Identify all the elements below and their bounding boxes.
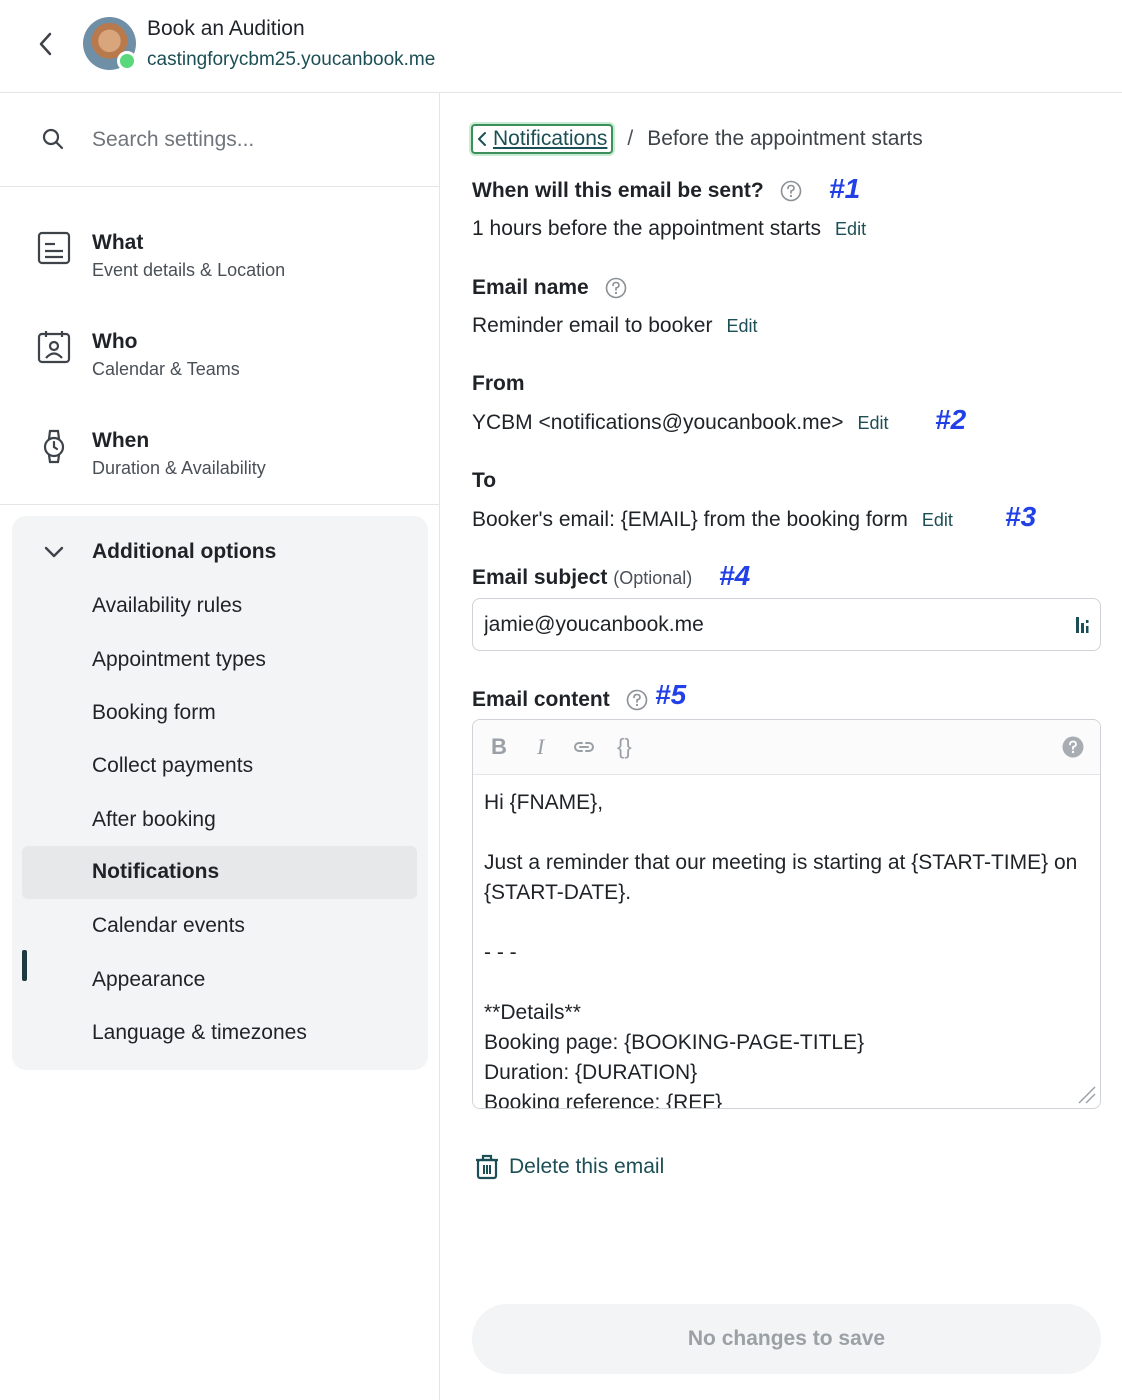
back-button[interactable]	[30, 28, 62, 60]
bold-button[interactable]: B	[491, 734, 507, 759]
app-header	[0, 0, 1122, 93]
email-content-textarea[interactable]	[473, 776, 1100, 1108]
sidebar-item-notifications[interactable]	[22, 846, 417, 899]
variables-button[interactable]: {}	[617, 734, 632, 759]
search-input[interactable]	[92, 123, 412, 157]
subject-field	[472, 598, 1101, 651]
from-label: From	[472, 372, 525, 395]
contact-calendar-icon	[36, 329, 72, 365]
help-icon[interactable]	[780, 180, 802, 202]
trash-icon	[475, 1154, 499, 1180]
sidebar-item-subtitle: Event details & Location	[92, 260, 286, 280]
content-label: Email content	[472, 688, 610, 711]
sidebar-item-calendar-events[interactable]	[22, 900, 417, 953]
sidebar-item-label: Notifications	[92, 860, 220, 883]
edit-to-link[interactable]: Edit	[921, 510, 953, 530]
additional-options-panel	[12, 516, 428, 1070]
help-icon[interactable]	[626, 689, 648, 711]
annotation-2: #2	[935, 404, 967, 435]
sidebar-item-after-booking[interactable]	[22, 794, 417, 847]
document-icon	[36, 230, 72, 266]
additional-options-label: Additional options	[92, 540, 277, 563]
sidebar-item-subtitle: Duration & Availability	[92, 458, 266, 478]
to-value: Booker's email: {EMAIL} from the booking form	[472, 508, 908, 531]
settings-search	[0, 93, 439, 187]
sidebar-item-label: Collect payments	[92, 754, 254, 777]
from-row	[472, 411, 889, 435]
subject-label: Email subject	[472, 566, 608, 589]
additional-options-toggle[interactable]	[12, 530, 428, 574]
send-time-label: When will this email be sent?	[472, 179, 764, 202]
breadcrumb-link-label: Notifications	[493, 127, 608, 150]
sidebar-item-title: What	[92, 231, 144, 254]
sidebar-item-label: Appearance	[92, 968, 206, 991]
link-icon	[572, 735, 596, 759]
to-row	[472, 508, 953, 532]
sidebar-item-title: When	[92, 429, 150, 452]
search-icon	[41, 127, 65, 151]
sidebar-item-title: Who	[92, 330, 138, 353]
online-status-dot	[117, 51, 137, 71]
breadcrumb	[471, 124, 923, 154]
sidebar-item-appearance[interactable]	[22, 954, 417, 1007]
send-time-value: 1 hours before the appointment starts	[472, 217, 822, 240]
sidebar-item-availability-rules[interactable]	[22, 580, 417, 633]
main-settings-nav	[0, 187, 439, 505]
annotation-5: #5	[655, 679, 687, 710]
sidebar-item-what[interactable]	[0, 201, 439, 291]
watch-icon	[36, 428, 72, 464]
chevron-left-icon	[477, 131, 487, 147]
annotation-3: #3	[1005, 501, 1037, 532]
delete-email-label: Delete this email	[509, 1155, 665, 1178]
link-button[interactable]	[572, 733, 596, 761]
send-time-row	[472, 217, 866, 241]
email-name-value: Reminder email to booker	[472, 314, 713, 337]
breadcrumb-notifications-link[interactable]	[471, 124, 613, 154]
sidebar-item-who[interactable]	[0, 300, 439, 390]
avatar[interactable]	[83, 17, 136, 70]
notification-editor	[441, 93, 1122, 1400]
edit-send-time-link[interactable]: Edit	[835, 219, 867, 239]
sidebar-item-label: Booking form	[92, 701, 216, 724]
page-title: Book an Audition	[147, 17, 305, 40]
subject-input[interactable]	[484, 609, 1054, 641]
email-name-label-row	[472, 276, 627, 300]
sidebar-item-language-timezones[interactable]	[22, 1007, 417, 1060]
send-time-label-row	[472, 179, 802, 203]
sidebar-item-when[interactable]	[0, 399, 439, 489]
settings-sidebar	[0, 93, 440, 1400]
email-name-label: Email name	[472, 276, 589, 299]
email-content-editor	[472, 719, 1101, 1109]
breadcrumb-current: Before the appointment starts	[647, 127, 923, 150]
editor-help-icon[interactable]	[1062, 736, 1084, 758]
sidebar-item-appointment-types[interactable]	[22, 634, 417, 687]
sidebar-item-label: Calendar events	[92, 914, 245, 937]
sidebar-item-subtitle: Calendar & Teams	[92, 359, 240, 379]
subject-label-row	[472, 566, 692, 590]
optional-tag: (Optional)	[613, 568, 693, 588]
resize-handle-icon[interactable]	[1075, 1083, 1097, 1105]
edit-from-link[interactable]: Edit	[857, 413, 889, 433]
sidebar-item-label: Availability rules	[92, 594, 243, 617]
save-button[interactable]: No changes to save	[472, 1304, 1101, 1374]
email-name-row	[472, 314, 757, 338]
annotation-1: #1	[829, 173, 861, 204]
delete-email-button[interactable]	[475, 1154, 664, 1180]
from-value: YCBM <notifications@youcanbook.me>	[472, 411, 844, 434]
chevron-down-icon	[42, 540, 66, 564]
annotation-4: #4	[719, 560, 751, 591]
italic-button[interactable]: I	[537, 734, 545, 759]
booking-page-url[interactable]: castingforycbm25.youcanbook.me	[147, 49, 436, 70]
content-label-row	[472, 688, 648, 712]
breadcrumb-separator: /	[627, 127, 634, 150]
active-item-indicator	[22, 950, 27, 981]
sidebar-item-booking-form[interactable]	[22, 687, 417, 740]
to-label: To	[472, 469, 497, 492]
sidebar-item-label: Appointment types	[92, 648, 266, 671]
chevron-left-icon	[37, 31, 55, 57]
help-icon[interactable]	[605, 277, 627, 299]
sidebar-item-label: After booking	[92, 808, 216, 831]
sidebar-item-label: Language & timezones	[92, 1021, 307, 1044]
sidebar-item-collect-payments[interactable]	[22, 740, 417, 793]
editor-toolbar	[473, 720, 1100, 775]
insert-variable-icon[interactable]	[1075, 616, 1089, 634]
edit-email-name-link[interactable]: Edit	[726, 316, 758, 336]
